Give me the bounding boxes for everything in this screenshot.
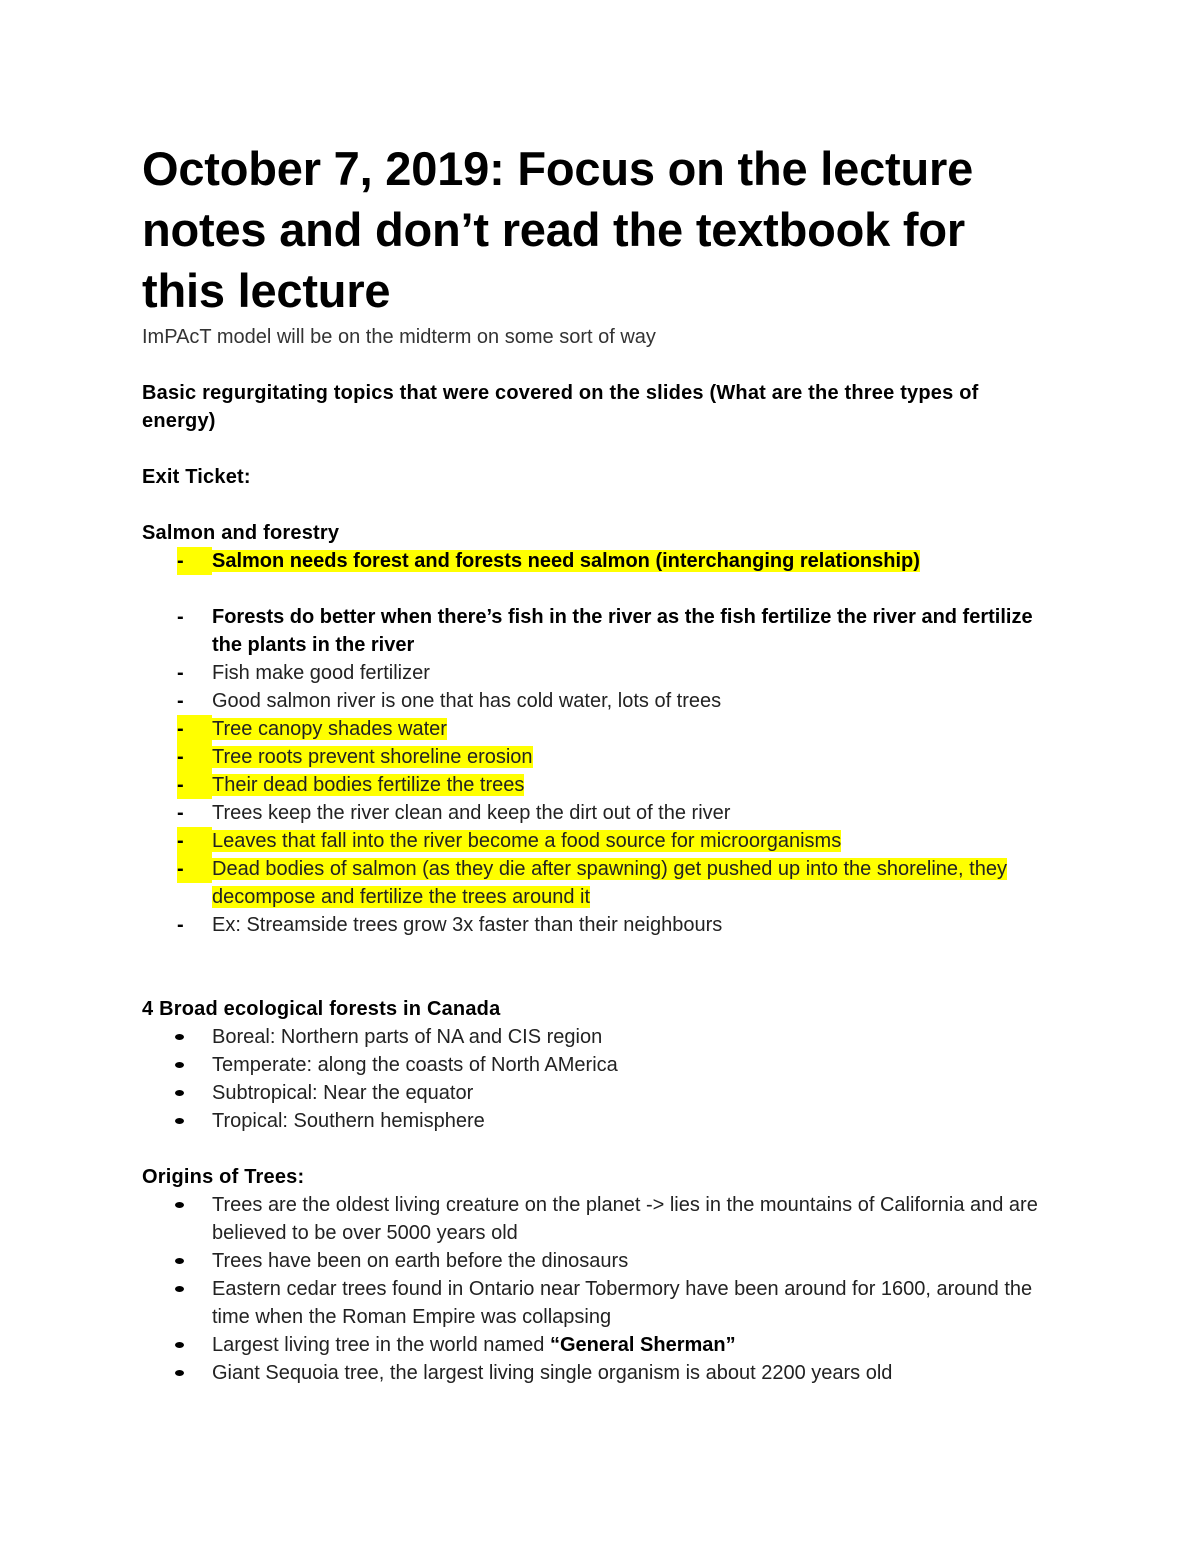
list-item-text: Good salmon river is one that has cold water, lots of trees (212, 690, 722, 712)
forests-list (142, 1023, 1042, 1135)
dash-marker: - (177, 606, 184, 628)
list-item-text: Tree roots prevent shoreline erosion (212, 746, 533, 768)
list-item (142, 1359, 1042, 1387)
list-item (142, 1079, 1042, 1107)
list-item-text: Largest living tree in the world named (212, 1334, 550, 1356)
salmon-section (142, 519, 1042, 939)
document-page (142, 138, 1042, 1387)
bullet-icon (175, 1062, 184, 1068)
list-item (142, 715, 1042, 743)
list-item (142, 1051, 1042, 1079)
dash-marker: - (177, 827, 212, 855)
list-item-text: Ex: Streamside trees grow 3x faster than their neighbours (212, 914, 723, 936)
list-item (142, 1331, 1042, 1359)
origins-heading: Origins of Trees: (142, 1166, 305, 1188)
list-item-text: Trees have been on earth before the dinosaurs (212, 1250, 629, 1272)
list-item (142, 687, 1042, 715)
dash-marker: - (177, 547, 212, 575)
salmon-list (142, 547, 1042, 575)
bullet-icon (175, 1286, 184, 1292)
list-item-text: Eastern cedar trees found in Ontario near Tobermory have been around for 1600, around the time when the Roman Empire was collapsing (212, 1278, 1033, 1328)
list-item-text: Dead bodies of salmon (as they die after spawning) get pushed up into the shoreline, they decompose and fertilize the trees around it (212, 858, 1007, 908)
bullet-icon (175, 1258, 184, 1264)
list-item (142, 1107, 1042, 1135)
origins-list (142, 1191, 1042, 1387)
origins-section (142, 1163, 1042, 1387)
dash-marker: - (177, 855, 212, 883)
list-item (142, 1023, 1042, 1051)
list-item (142, 659, 1042, 687)
dash-marker: - (177, 771, 212, 799)
dash-marker: - (177, 743, 212, 771)
list-item-text: Boreal: Northern parts of NA and CIS region (212, 1026, 603, 1048)
dash-marker: - (177, 690, 184, 712)
subtitle: ImPAcT model will be on the midterm on some sort of way (142, 326, 656, 348)
salmon-list-continued (142, 603, 1042, 939)
list-item (142, 1247, 1042, 1275)
list-item (142, 911, 1042, 939)
list-item-text: Tree canopy shades water (212, 718, 447, 740)
dash-marker: - (177, 715, 212, 743)
list-item-text: Trees are the oldest living creature on the planet -> lies in the mountains of California and are believed to be over 5000 years old (212, 1194, 1038, 1244)
list-item-text: Temperate: along the coasts of North AMerica (212, 1054, 618, 1076)
page-title: October 7, 2019: Focus on the lecture notes and don’t read the textbook for this lecture (142, 142, 974, 317)
list-item-text: Trees keep the river clean and keep the dirt out of the river (212, 802, 731, 824)
list-item (142, 771, 1042, 799)
bullet-icon (175, 1370, 184, 1376)
bullet-icon (175, 1090, 184, 1096)
list-item-text: Leaves that fall into the river become a food source for microorganisms (212, 830, 842, 852)
forests-heading: 4 Broad ecological forests in Canada (142, 998, 501, 1020)
list-item (142, 855, 1042, 911)
list-item (142, 799, 1042, 827)
bullet-icon (175, 1034, 184, 1040)
list-item-text: Giant Sequoia tree, the largest living single organism is about 2200 years old (212, 1362, 893, 1384)
dash-marker: - (177, 802, 184, 824)
dash-marker: - (177, 914, 184, 936)
general-sherman-name: “General Sherman” (549, 1334, 736, 1356)
list-item-text: Fish make good fertilizer (212, 662, 430, 684)
list-item (142, 1275, 1042, 1331)
forests-section (142, 995, 1042, 1135)
basic-topics-heading: Basic regurgitating topics that were covered on the slides (What are the three types of energy) (142, 382, 979, 432)
list-item (142, 603, 1042, 659)
list-item (142, 1191, 1042, 1247)
list-item-text: Subtropical: Near the equator (212, 1082, 474, 1104)
list-item-text: Tropical: Southern hemisphere (212, 1110, 485, 1132)
salmon-heading: Salmon and forestry (142, 522, 340, 544)
bullet-icon (175, 1202, 184, 1208)
list-item (142, 827, 1042, 855)
dash-marker: - (177, 662, 184, 684)
list-item-text: Forests do better when there’s fish in the river as the fish fertilize the river and fertilize the plants in the river (212, 606, 1033, 656)
list-item (142, 743, 1042, 771)
exit-ticket-heading: Exit Ticket: (142, 466, 251, 488)
list-item-text: Salmon needs forest and forests need salmon (interchanging relationship) (212, 550, 920, 572)
bullet-icon (175, 1342, 184, 1348)
list-item-text: Their dead bodies fertilize the trees (212, 774, 525, 796)
list-item (142, 547, 1042, 575)
bullet-icon (175, 1118, 184, 1124)
